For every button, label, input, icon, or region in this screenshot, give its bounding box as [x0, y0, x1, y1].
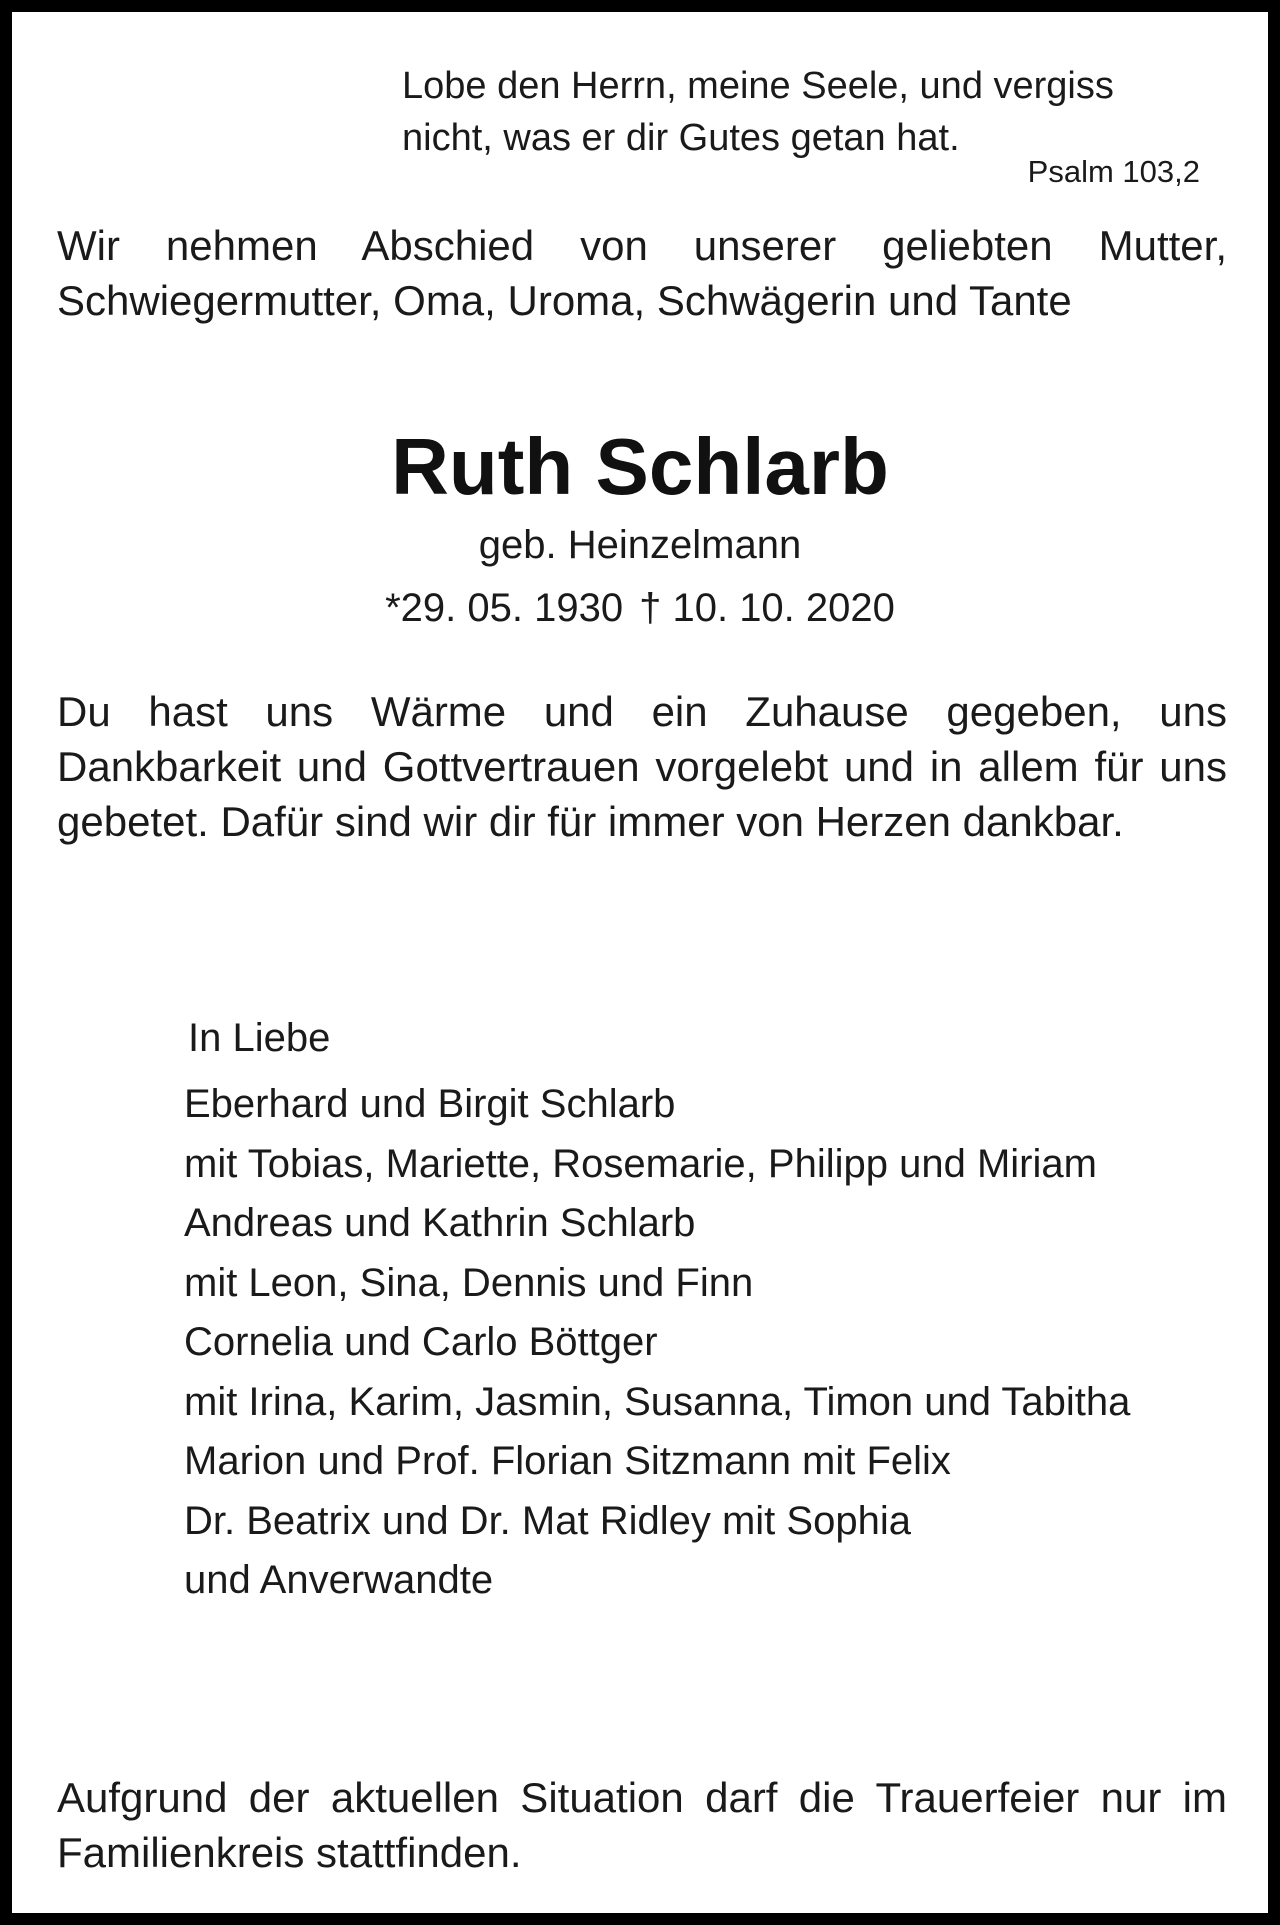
birth-date: *29. 05. 1930 [385, 586, 624, 630]
verse-line-2: nicht, was er dir Gutes getan hat. [402, 117, 960, 159]
verse-line-1: Lobe den Herrn, meine Seele, und vergiss [402, 65, 1114, 107]
funeral-notice: Aufgrund der aktuellen Situation darf die Trauerfeier nur im Familienkreis stattfinden. [57, 1774, 1227, 1876]
signature-block [184, 1010, 1244, 1611]
maiden-name: geb. Heinzelmann [478, 523, 802, 567]
signature-greeting: In Liebe [188, 1016, 331, 1060]
signature-line: Andreas und Kathrin Schlarb [184, 1201, 696, 1245]
deceased-name: Ruth Schlarb [391, 422, 889, 511]
tribute-text: Du hast uns Wärme und ein Zuhause gegeben, uns Dankbarkeit und Gottvertrauen vorgelebt und in allem für uns gebetet. Dafür sind wir dir für immer von Herzen dankbar. [57, 688, 1227, 845]
signature-line: Eberhard und Birgit Schlarb [184, 1082, 676, 1126]
signature-line: Dr. Beatrix und Dr. Mat Ridley mit Sophia [184, 1498, 911, 1543]
bible-verse [402, 60, 1162, 164]
life-dates [12, 578, 1268, 638]
signature-line: Marion und Prof. Florian Sitzmann mit Felix [184, 1439, 951, 1483]
death-date: † 10. 10. 2020 [639, 586, 895, 630]
verse-reference: Psalm 103,2 [1027, 154, 1200, 189]
signature-line: mit Irina, Karim, Jasmin, Susanna, Timon und Tabitha [184, 1379, 1131, 1424]
obituary-notice [12, 12, 1268, 1913]
farewell-intro: Wir nehmen Abschied von unserer geliebten Mutter, Schwiegermutter, Oma, Uroma, Schwägerin und Tante [57, 222, 1227, 324]
signature-line: mit Leon, Sina, Dennis und Finn [184, 1260, 754, 1305]
signature-line: mit Tobias, Mariette, Rosemarie, Philipp und Miriam [184, 1141, 1097, 1186]
signature-line: und Anverwandte [184, 1558, 494, 1602]
signature-line: Cornelia und Carlo Böttger [184, 1320, 658, 1364]
